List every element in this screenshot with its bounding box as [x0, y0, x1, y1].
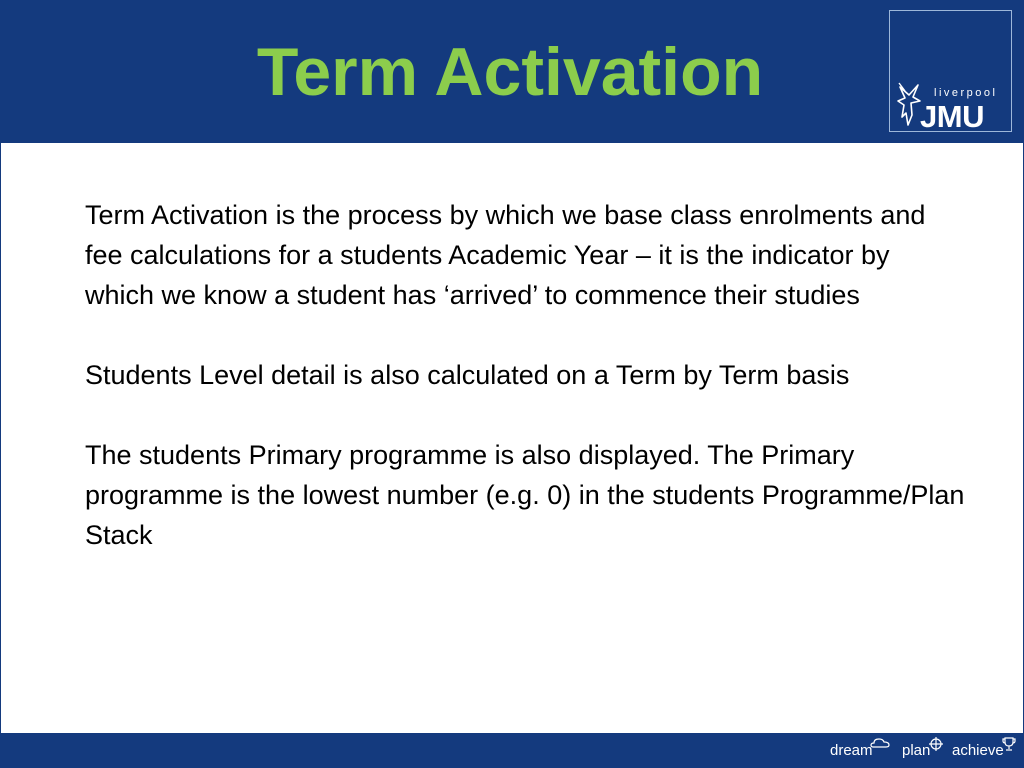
- logo-jmu-text: JMU: [920, 99, 984, 134]
- compass-icon: [929, 737, 943, 751]
- footer-word-dream: dream: [830, 742, 873, 759]
- footer-word-plan: plan: [902, 742, 931, 759]
- university-logo: [889, 10, 1012, 132]
- left-border: [0, 143, 1, 733]
- body-paragraph-1: Term Activation is the process by which we base class enrolments and fee calculations for a students Academic Year – it is the indicator by which we know a student has ‘arrived’ to commence their studies: [85, 200, 926, 310]
- slide-title: Term Activation: [256, 34, 764, 110]
- footer-bar: [0, 733, 1024, 768]
- body-paragraph-3: The students Primary programme is also displayed. The Primary programme is the lowest number (e.g. 0) in the students Programme/Plan Stack: [85, 440, 965, 550]
- body-paragraph-2: Students Level detail is also calculated on a Term by Term basis: [85, 360, 850, 390]
- logo-liverpool-text: liverpool: [934, 87, 998, 99]
- slide-body: [85, 195, 965, 595]
- trophy-icon: [1002, 737, 1016, 751]
- footer-word-achieve: achieve: [952, 742, 1004, 759]
- liver-bird-icon: [896, 81, 922, 127]
- header-bar: [0, 0, 1024, 143]
- cloud-icon: [870, 737, 890, 749]
